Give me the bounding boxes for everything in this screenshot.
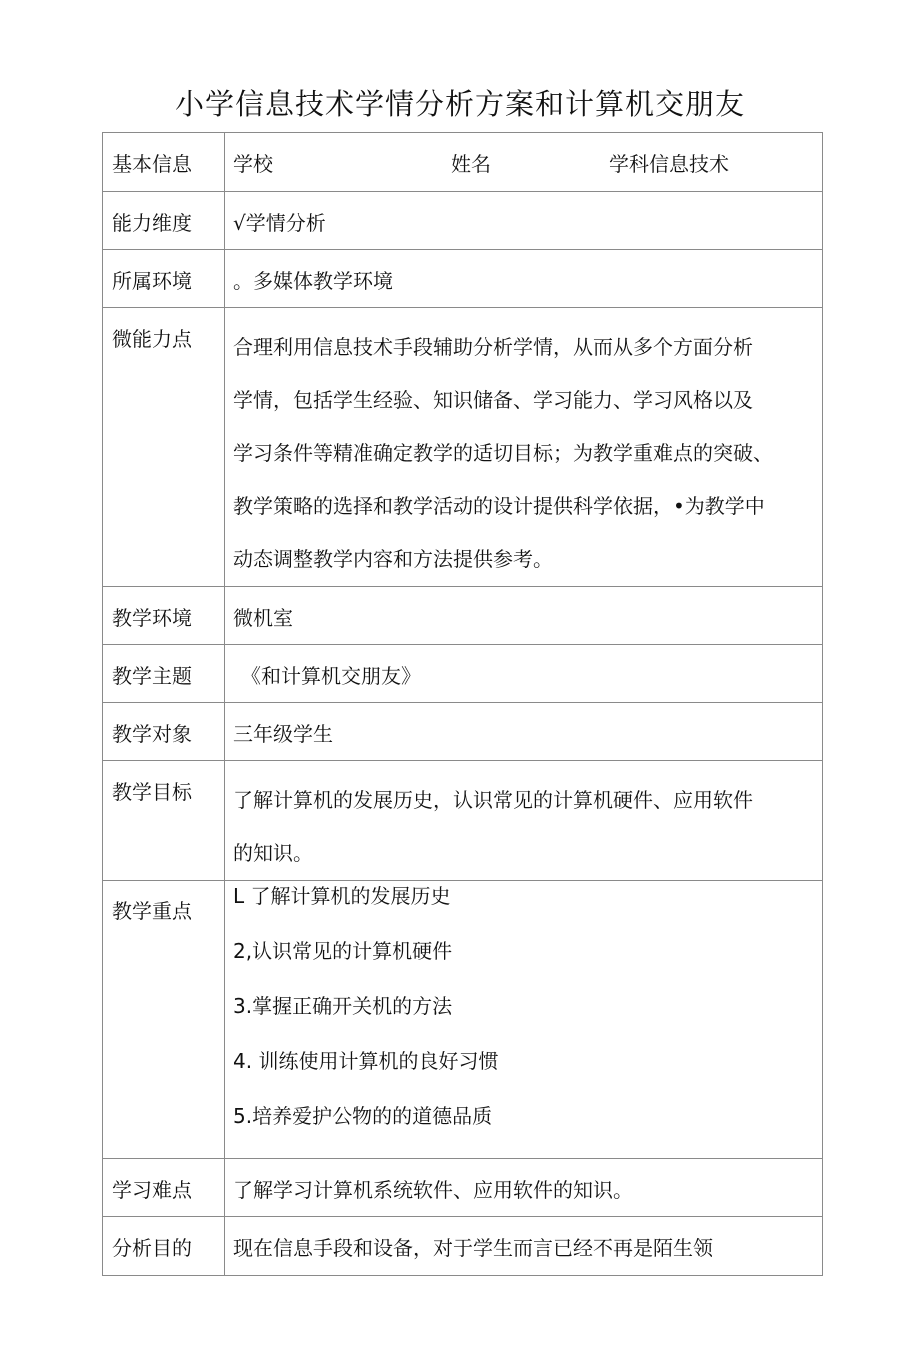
- value-micro-point: [225, 305, 822, 586]
- row-teaching-goal: [103, 761, 823, 881]
- value-teaching-object: 三年级学生: [233, 722, 333, 746]
- value-teaching-goal: [225, 758, 822, 880]
- key-point-item: L 了解计算机的发展历史: [233, 884, 451, 908]
- subject-label: 学科信息技术: [609, 152, 729, 176]
- label-key-points: 教学重点: [112, 899, 192, 923]
- value-learning-difficulty: 了解学习计算机系统软件、应用软件的知识。: [233, 1178, 633, 1202]
- teaching-goal-line: 了解计算机的发展历史，认识常见的计算机硬件、应用软件: [233, 788, 753, 812]
- row-analysis-purpose: [103, 1217, 823, 1276]
- micro-point-line: 合理利用信息技术手段辅助分析学情，从而从多个方面分析: [233, 335, 753, 359]
- label-learning-difficulty: 学习难点: [112, 1178, 192, 1202]
- label-teaching-object: 教学对象: [112, 722, 192, 746]
- teaching-goal-line: 的知识。: [233, 841, 313, 865]
- key-point-item: 3.掌握正确开关机的方法: [233, 994, 453, 1018]
- key-point-item: 5.培养爱护公物的的道德品质: [233, 1104, 493, 1128]
- value-key-points: [225, 883, 822, 1158]
- label-teaching-goal: 教学目标: [112, 780, 192, 804]
- value-teaching-environment: 微机室: [233, 606, 293, 630]
- label-environment: 所属环境: [112, 269, 192, 293]
- value-ability-dimension: √学情分析: [233, 211, 326, 235]
- row-ability-dimension: [103, 192, 823, 250]
- label-teaching-theme: 教学主题: [112, 664, 192, 688]
- school-label: 学校: [233, 152, 273, 176]
- basic-info-fields: [225, 133, 822, 191]
- key-point-item: 4. 训练使用计算机的良好习惯: [233, 1049, 499, 1073]
- label-basic-info: 基本信息: [112, 152, 192, 176]
- row-teaching-theme: [103, 645, 823, 703]
- label-analysis-purpose: 分析目的: [112, 1236, 192, 1260]
- document-title: 小学信息技术学情分析方案和计算机交朋友: [174, 87, 745, 121]
- value-teaching-theme: 《和计算机交朋友》: [241, 664, 421, 688]
- value-analysis-purpose: 现在信息手段和设备，对于学生而言已经不再是陌生领: [233, 1236, 713, 1260]
- form-table: [102, 132, 823, 1276]
- value-environment: 。多媒体教学环境: [233, 269, 393, 293]
- row-basic-info: [103, 133, 823, 192]
- label-ability-dimension: 能力维度: [112, 211, 192, 235]
- micro-point-line: 学情，包括学生经验、知识储备、学习能力、学习风格以及: [233, 388, 753, 412]
- name-label: 姓名: [451, 152, 491, 176]
- row-teaching-object: [103, 703, 823, 761]
- row-teaching-environment: [103, 587, 823, 645]
- row-micro-point: [103, 308, 823, 587]
- row-key-points: [103, 881, 823, 1159]
- label-micro-point: 微能力点: [112, 327, 192, 351]
- micro-point-line: 学习条件等精准确定教学的适切目标；为教学重难点的突破、: [233, 441, 773, 465]
- row-learning-difficulty: [103, 1159, 823, 1217]
- key-point-item: 2,认识常见的计算机硬件: [233, 939, 453, 963]
- row-environment: [103, 250, 823, 308]
- micro-point-line: 动态调整教学内容和方法提供参考。: [233, 547, 553, 571]
- label-teaching-environment: 教学环境: [112, 606, 192, 630]
- micro-point-line: 教学策略的选择和教学活动的设计提供科学依据，•为教学中: [233, 494, 765, 518]
